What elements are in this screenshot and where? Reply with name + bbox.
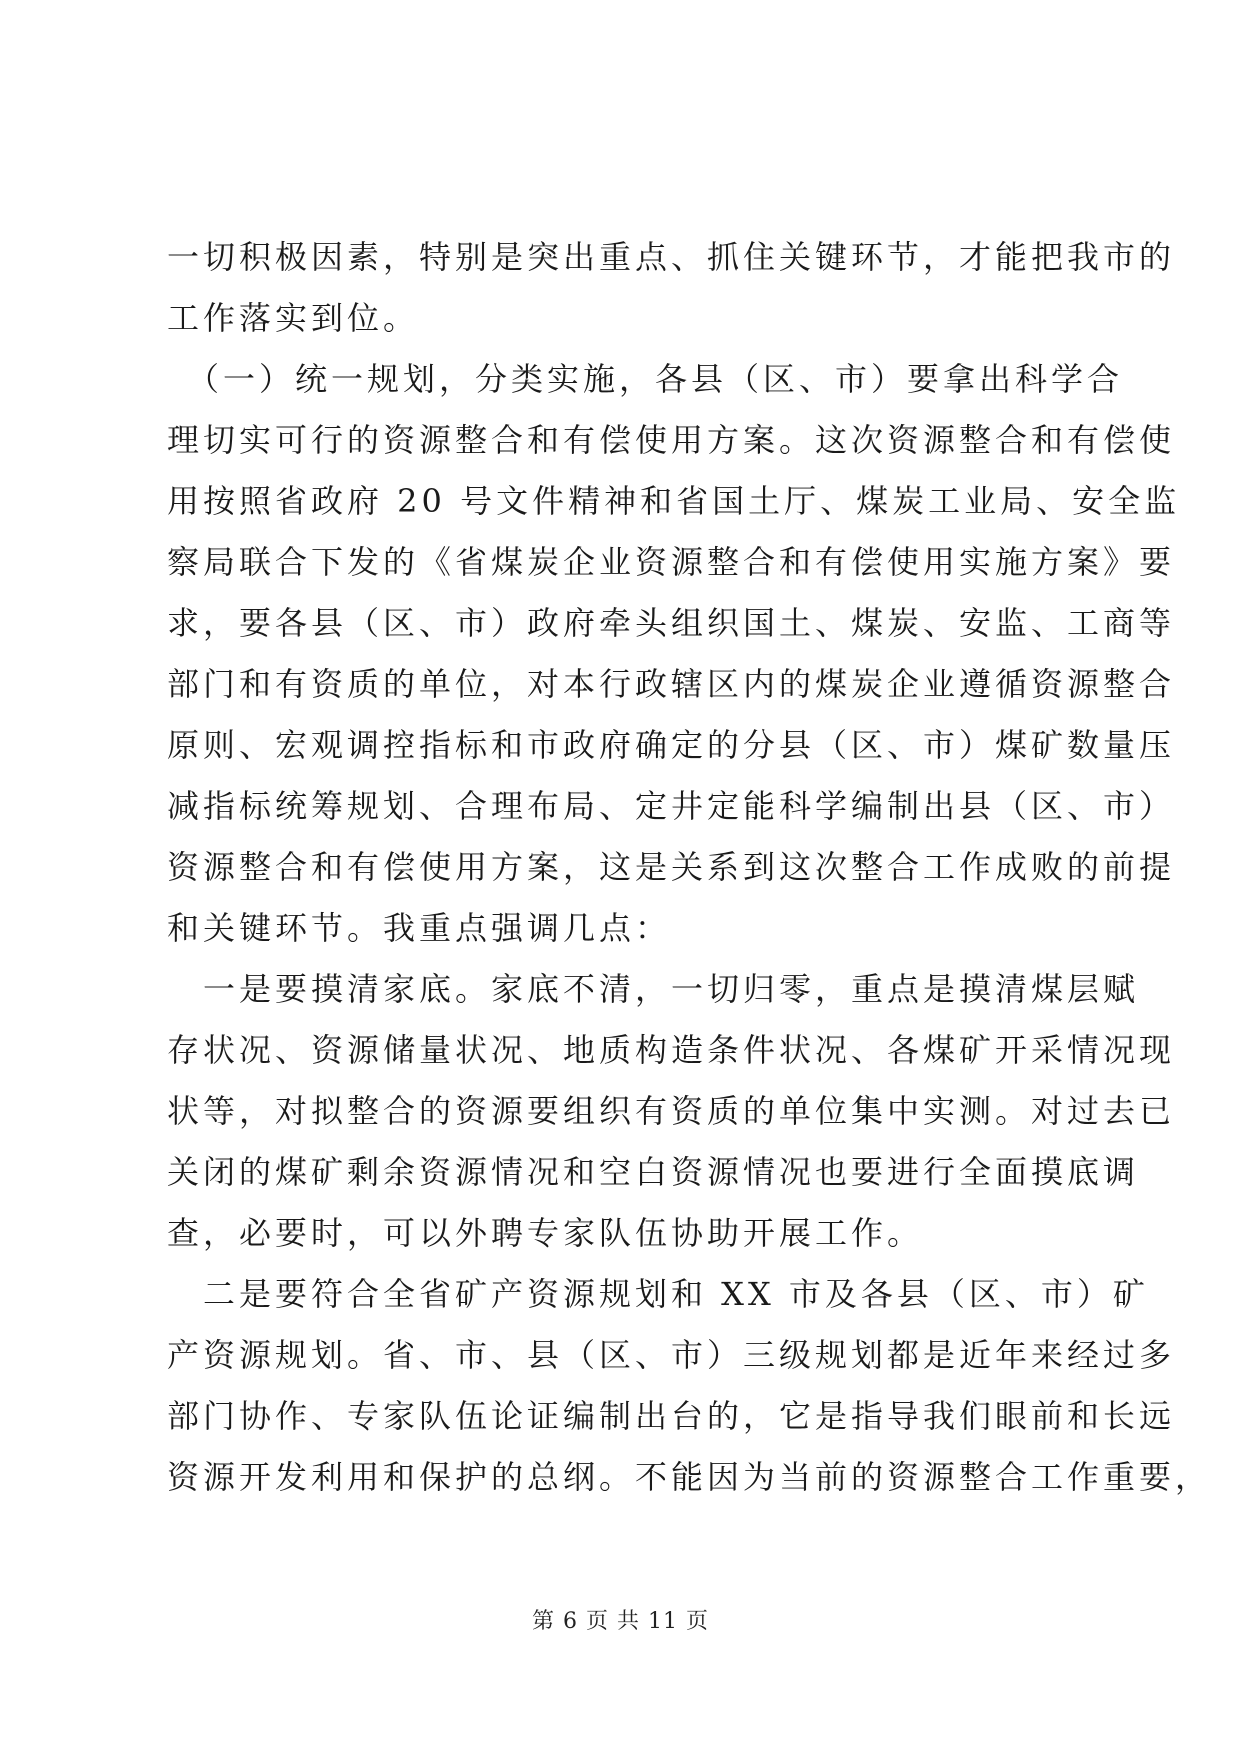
text-line: 查，必要时，可以外聘专家队伍协助开展工作。 <box>167 1214 924 1252</box>
text-line: 察局联合下发的《省煤炭企业资源整合和有偿使用实施方案》要 <box>167 543 1176 581</box>
text-line: 一切积极因素，特别是突出重点、抓住关键环节，才能把我市的 <box>167 238 1176 276</box>
text-line: 资源整合和有偿使用方案，这是关系到这次整合工作成败的前提 <box>167 848 1176 886</box>
text-line: 产资源规划。省、市、县（区、市）三级规划都是近年来经过多 <box>167 1336 1176 1374</box>
text-line: 求，要各县（区、市）政府牵头组织国土、煤炭、安监、工商等 <box>167 604 1176 642</box>
paragraph-continuation <box>167 227 1176 349</box>
body-text <box>167 227 1212 1508</box>
text-line: 部门协作、专家队伍论证编制出台的，它是指导我们眼前和长远 <box>167 1397 1176 1435</box>
text-line: 理切实可行的资源整合和有偿使用方案。这次资源整合和有偿使 <box>167 421 1176 459</box>
text-line: 和关键环节。我重点强调几点： <box>167 909 672 947</box>
text-line: 状等，对拟整合的资源要组织有资质的单位集中实测。对过去已 <box>167 1092 1176 1130</box>
paragraph-point-two <box>167 1264 1212 1508</box>
paragraph-point-one <box>167 959 1176 1264</box>
text-line: 一是要摸清家底。家底不清，一切归零，重点是摸清煤层赋 <box>167 970 1140 1008</box>
text-line: 减指标统筹规划、合理布局、定井定能科学编制出县（区、市） <box>167 787 1176 825</box>
text-line: 部门和有资质的单位，对本行政辖区内的煤炭企业遵循资源整合 <box>167 665 1176 703</box>
paragraph-section-one <box>167 349 1181 959</box>
text-line: 二是要符合全省矿产资源规划和 XX 市及各县（区、市）矿 <box>167 1275 1149 1313</box>
text-line: （一）统一规划，分类实施，各县（区、市）要拿出科学合 <box>167 360 1124 398</box>
page-number-footer: 第 6 页 共 11 页 <box>532 1609 709 1634</box>
text-line: 资源开发利用和保护的总纲。不能因为当前的资源整合工作重要， <box>167 1458 1212 1496</box>
text-line: 关闭的煤矿剩余资源情况和空白资源情况也要进行全面摸底调 <box>167 1153 1140 1191</box>
text-line: 存状况、资源储量状况、地质构造条件状况、各煤矿开采情况现 <box>167 1031 1176 1069</box>
text-line: 原则、宏观调控指标和市政府确定的分县（区、市）煤矿数量压 <box>167 726 1176 764</box>
text-line: 用按照省政府 20 号文件精神和省国土厅、煤炭工业局、安全监 <box>167 482 1181 520</box>
text-line: 工作落实到位。 <box>167 299 420 337</box>
